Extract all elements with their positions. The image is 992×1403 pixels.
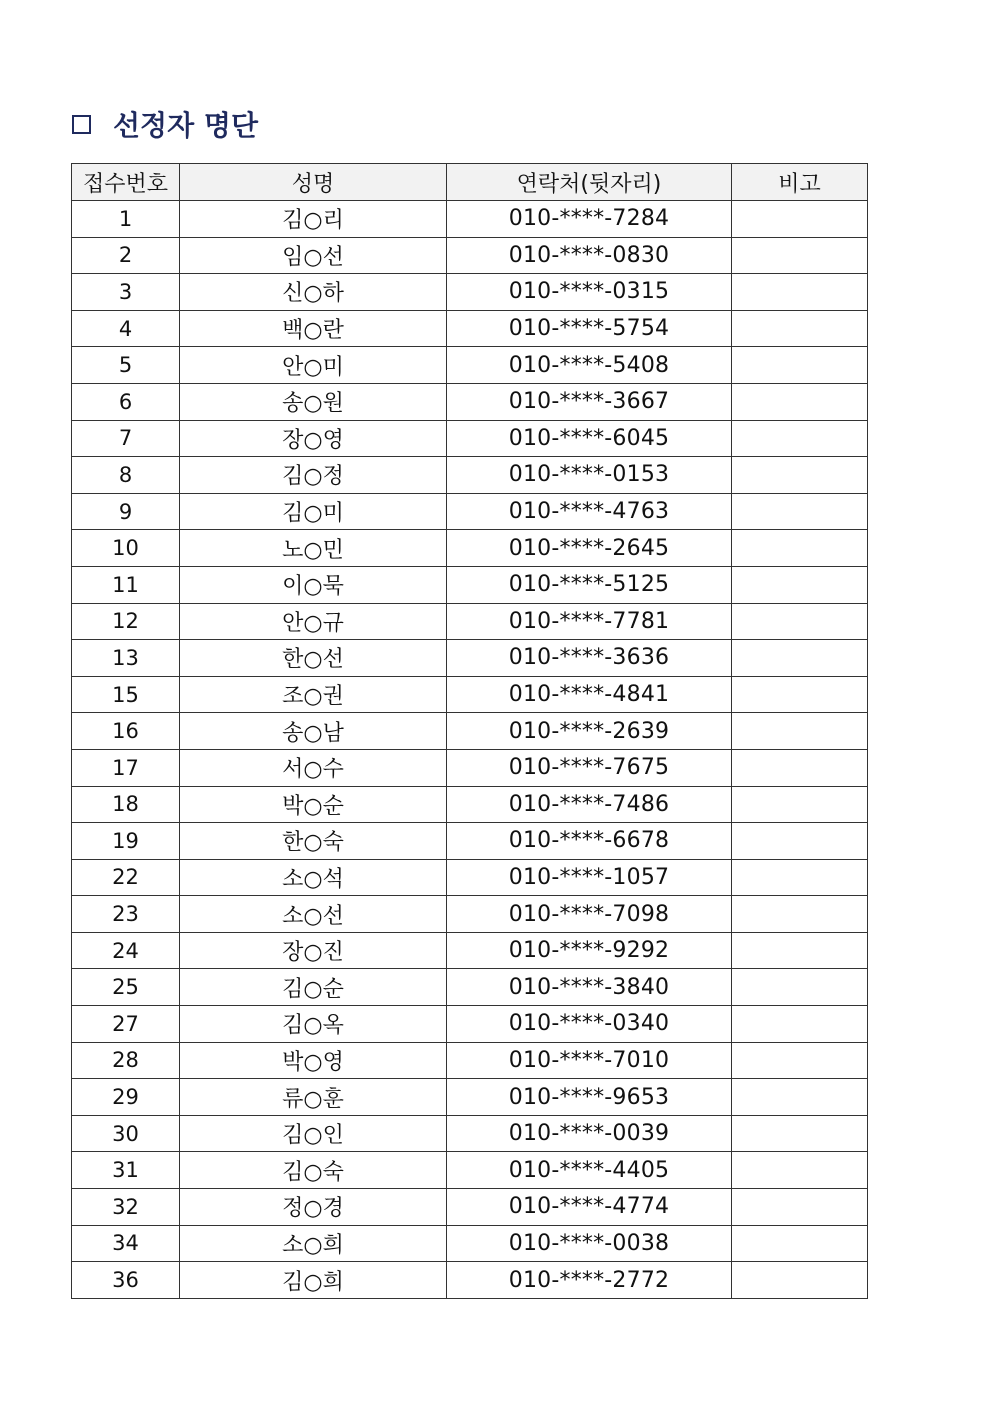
name-cell: 김○옥 <box>180 1006 447 1043</box>
header-note: 비고 <box>732 164 868 201</box>
note-cell <box>732 274 868 311</box>
table-row <box>72 969 868 1006</box>
note-cell <box>732 237 868 274</box>
name-cell: 송○원 <box>180 383 447 420</box>
contact-cell: 010-****-3840 <box>447 969 732 1006</box>
name-cell: 임○선 <box>180 237 447 274</box>
table-row <box>72 1225 868 1262</box>
receipt-number-cell: 34 <box>72 1225 180 1262</box>
contact-cell: 010-****-5125 <box>447 566 732 603</box>
receipt-number-cell: 32 <box>72 1189 180 1226</box>
contact-cell: 010-****-4774 <box>447 1189 732 1226</box>
name-cell: 소○희 <box>180 1225 447 1262</box>
table-row <box>72 201 868 238</box>
contact-cell: 010-****-0830 <box>447 237 732 274</box>
table-row <box>72 420 868 457</box>
name-cell: 김○리 <box>180 201 447 238</box>
note-cell <box>732 896 868 933</box>
note-cell <box>732 640 868 677</box>
contact-cell: 010-****-3636 <box>447 640 732 677</box>
note-cell <box>732 786 868 823</box>
contact-cell: 010-****-5408 <box>447 347 732 384</box>
name-cell: 김○숙 <box>180 1152 447 1189</box>
note-cell <box>732 713 868 750</box>
table-row <box>72 749 868 786</box>
table-row <box>72 896 868 933</box>
name-cell: 백○란 <box>180 310 447 347</box>
receipt-number-cell: 5 <box>72 347 180 384</box>
contact-cell: 010-****-7010 <box>447 1042 732 1079</box>
receipt-number-cell: 12 <box>72 603 180 640</box>
receipt-number-cell: 15 <box>72 676 180 713</box>
name-cell: 김○희 <box>180 1262 447 1299</box>
name-cell: 장○영 <box>180 420 447 457</box>
note-cell <box>732 969 868 1006</box>
table-row <box>72 713 868 750</box>
header-name: 성명 <box>180 164 447 201</box>
note-cell <box>732 310 868 347</box>
receipt-number-cell: 29 <box>72 1079 180 1116</box>
table-row <box>72 237 868 274</box>
contact-cell: 010-****-6045 <box>447 420 732 457</box>
note-cell <box>732 1189 868 1226</box>
name-cell: 서○수 <box>180 749 447 786</box>
name-cell: 박○영 <box>180 1042 447 1079</box>
receipt-number-cell: 16 <box>72 713 180 750</box>
contact-cell: 010-****-7781 <box>447 603 732 640</box>
name-cell: 조○권 <box>180 676 447 713</box>
receipt-number-cell: 11 <box>72 566 180 603</box>
receipt-number-cell: 3 <box>72 274 180 311</box>
table-row <box>72 932 868 969</box>
name-cell: 김○순 <box>180 969 447 1006</box>
contact-cell: 010-****-5754 <box>447 310 732 347</box>
table-row <box>72 566 868 603</box>
contact-cell: 010-****-2639 <box>447 713 732 750</box>
note-cell <box>732 1115 868 1152</box>
contact-cell: 010-****-3667 <box>447 383 732 420</box>
table-row <box>72 603 868 640</box>
table-row <box>72 1189 868 1226</box>
note-cell <box>732 566 868 603</box>
contact-cell: 010-****-4763 <box>447 493 732 530</box>
receipt-number-cell: 4 <box>72 310 180 347</box>
receipt-number-cell: 6 <box>72 383 180 420</box>
note-cell <box>732 603 868 640</box>
contact-cell: 010-****-9653 <box>447 1079 732 1116</box>
section-title: 선정자 명단 <box>113 109 258 142</box>
table-row <box>72 1079 868 1116</box>
name-cell: 박○순 <box>180 786 447 823</box>
note-cell <box>732 932 868 969</box>
note-cell <box>732 823 868 860</box>
contact-cell: 010-****-7284 <box>447 201 732 238</box>
contact-cell: 010-****-4405 <box>447 1152 732 1189</box>
table-row <box>72 493 868 530</box>
receipt-number-cell: 28 <box>72 1042 180 1079</box>
receipt-number-cell: 27 <box>72 1006 180 1043</box>
table-row <box>72 1006 868 1043</box>
receipt-number-cell: 19 <box>72 823 180 860</box>
contact-cell: 010-****-0315 <box>447 274 732 311</box>
name-cell: 정○경 <box>180 1189 447 1226</box>
note-cell <box>732 493 868 530</box>
section-heading <box>72 104 258 144</box>
note-cell <box>732 1042 868 1079</box>
name-cell: 이○묵 <box>180 566 447 603</box>
receipt-number-cell: 8 <box>72 457 180 494</box>
name-cell: 한○숙 <box>180 823 447 860</box>
receipt-number-cell: 10 <box>72 530 180 567</box>
name-cell: 한○선 <box>180 640 447 677</box>
note-cell <box>732 859 868 896</box>
note-cell <box>732 1262 868 1299</box>
name-cell: 노○민 <box>180 530 447 567</box>
contact-cell: 010-****-7098 <box>447 896 732 933</box>
contact-cell: 010-****-0038 <box>447 1225 732 1262</box>
name-cell: 안○규 <box>180 603 447 640</box>
receipt-number-cell: 17 <box>72 749 180 786</box>
receipt-number-cell: 30 <box>72 1115 180 1152</box>
table-row <box>72 859 868 896</box>
note-cell <box>732 1152 868 1189</box>
table-row <box>72 530 868 567</box>
contact-cell: 010-****-0039 <box>447 1115 732 1152</box>
empty-checkbox-icon <box>72 115 91 134</box>
table-row <box>72 823 868 860</box>
table-row <box>72 347 868 384</box>
name-cell: 김○미 <box>180 493 447 530</box>
selected-list-table <box>71 163 868 1299</box>
receipt-number-cell: 23 <box>72 896 180 933</box>
receipt-number-cell: 18 <box>72 786 180 823</box>
table-row <box>72 383 868 420</box>
header-contact: 연락처(뒷자리) <box>447 164 732 201</box>
receipt-number-cell: 13 <box>72 640 180 677</box>
header-receipt-number: 접수번호 <box>72 164 180 201</box>
receipt-number-cell: 7 <box>72 420 180 457</box>
note-cell <box>732 457 868 494</box>
receipt-number-cell: 31 <box>72 1152 180 1189</box>
contact-cell: 010-****-6678 <box>447 823 732 860</box>
name-cell: 류○훈 <box>180 1079 447 1116</box>
name-cell: 김○인 <box>180 1115 447 1152</box>
contact-cell: 010-****-4841 <box>447 676 732 713</box>
contact-cell: 010-****-0340 <box>447 1006 732 1043</box>
note-cell <box>732 201 868 238</box>
name-cell: 소○석 <box>180 859 447 896</box>
contact-cell: 010-****-2645 <box>447 530 732 567</box>
contact-cell: 010-****-9292 <box>447 932 732 969</box>
table-row <box>72 1262 868 1299</box>
table-header-row <box>72 164 868 201</box>
table-row <box>72 274 868 311</box>
note-cell <box>732 383 868 420</box>
table-body <box>72 201 868 1299</box>
receipt-number-cell: 24 <box>72 932 180 969</box>
contact-cell: 010-****-2772 <box>447 1262 732 1299</box>
note-cell <box>732 676 868 713</box>
contact-cell: 010-****-1057 <box>447 859 732 896</box>
name-cell: 김○정 <box>180 457 447 494</box>
receipt-number-cell: 9 <box>72 493 180 530</box>
table-row <box>72 1115 868 1152</box>
note-cell <box>732 1079 868 1116</box>
receipt-number-cell: 36 <box>72 1262 180 1299</box>
note-cell <box>732 530 868 567</box>
note-cell <box>732 347 868 384</box>
contact-cell: 010-****-0153 <box>447 457 732 494</box>
contact-cell: 010-****-7486 <box>447 786 732 823</box>
contact-cell: 010-****-7675 <box>447 749 732 786</box>
receipt-number-cell: 2 <box>72 237 180 274</box>
note-cell <box>732 1225 868 1262</box>
table-row <box>72 640 868 677</box>
table-row <box>72 310 868 347</box>
table-row <box>72 1152 868 1189</box>
name-cell: 신○하 <box>180 274 447 311</box>
note-cell <box>732 420 868 457</box>
name-cell: 소○선 <box>180 896 447 933</box>
table-row <box>72 676 868 713</box>
receipt-number-cell: 1 <box>72 201 180 238</box>
name-cell: 장○진 <box>180 932 447 969</box>
receipt-number-cell: 22 <box>72 859 180 896</box>
receipt-number-cell: 25 <box>72 969 180 1006</box>
name-cell: 송○남 <box>180 713 447 750</box>
note-cell <box>732 1006 868 1043</box>
table-row <box>72 786 868 823</box>
note-cell <box>732 749 868 786</box>
table-row <box>72 457 868 494</box>
table-row <box>72 1042 868 1079</box>
name-cell: 안○미 <box>180 347 447 384</box>
